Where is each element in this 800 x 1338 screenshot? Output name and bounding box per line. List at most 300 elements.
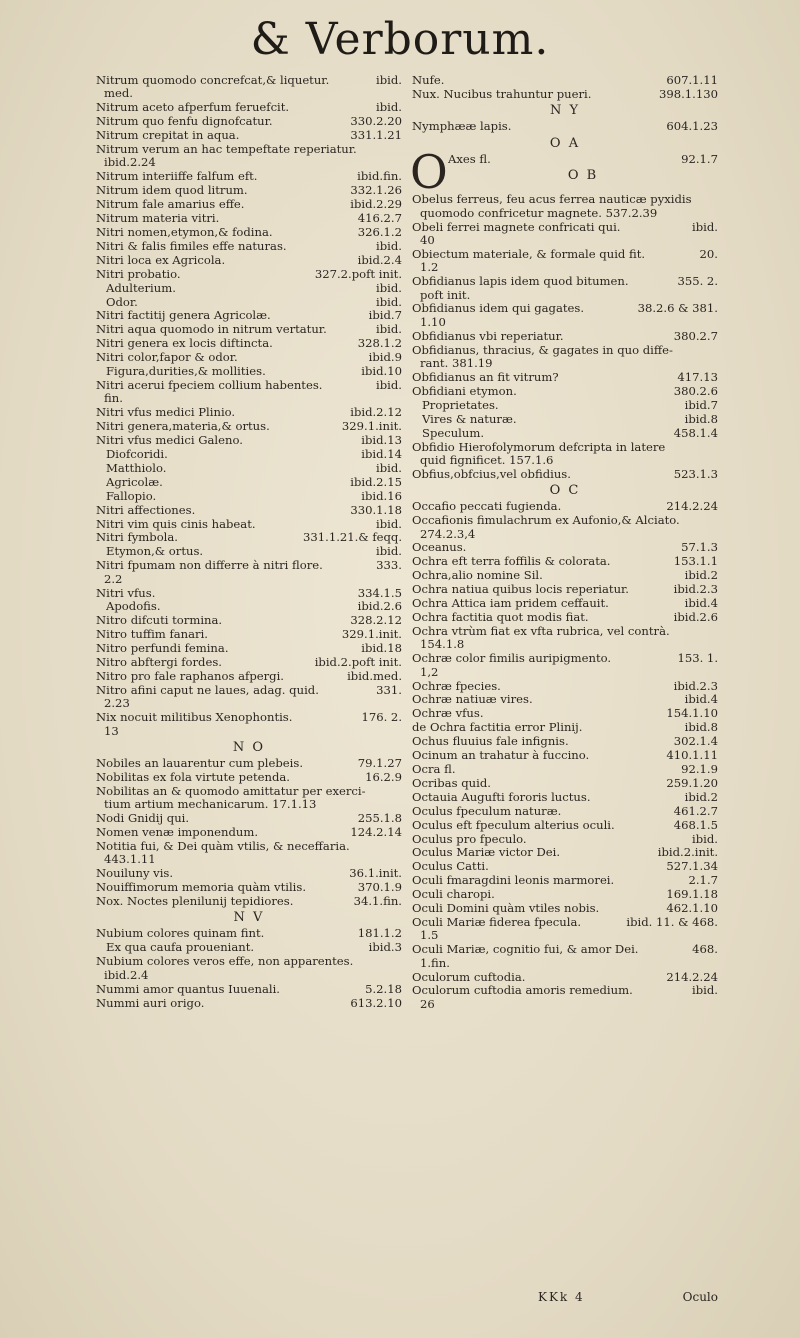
index-entry (96, 365, 402, 378)
entry-line (96, 614, 402, 627)
index-entry (96, 254, 402, 267)
entry-reference: 302.1.4 (673, 734, 718, 749)
entry-line (412, 555, 718, 568)
entry-line (96, 881, 402, 894)
entry-text: Nitrum idem quod litrum. (96, 184, 248, 198)
entry-line (96, 434, 402, 447)
entry-continuation: quid fignificet. 157.1.6 (420, 453, 554, 467)
index-entry (412, 735, 718, 748)
entry-text: Fallopio. (106, 489, 157, 503)
entry-continuation: ibid.2.24 (104, 156, 156, 170)
index-entry (96, 504, 402, 517)
entry-text: Nitro tuffim fanari. (96, 628, 208, 642)
entry-reference: 410.1.11 (666, 748, 718, 763)
entry-line (412, 344, 718, 357)
index-entry (96, 771, 402, 784)
entry-reference: 417.13 (677, 370, 718, 384)
entry-text: Nux. Nucibus trahuntur pueri. (412, 87, 592, 101)
entry-text: Notitia fui, & Dei quàm vtilis, & neceffaria. (96, 839, 350, 853)
index-entry (412, 441, 718, 468)
entry-continuation: 1.fin. (420, 956, 450, 970)
entry-text: Obfidianus lapis idem quod bitumen. (412, 275, 629, 289)
entry-line (412, 88, 718, 101)
entry-line (412, 805, 718, 818)
entry-text: Ochra Attica iam pridem ceffauit. (412, 597, 609, 611)
entry-reference: ibid.2.poft init. (314, 655, 402, 670)
entry-continuation: 26 (420, 997, 435, 1011)
index-entry (96, 867, 402, 880)
index-entry (96, 670, 402, 683)
entry-line (96, 379, 402, 392)
entry-text: Nufe. (412, 74, 445, 87)
entry-reference: ibid.fin. (357, 169, 402, 184)
entry-reference: 370.1.9 (357, 880, 402, 895)
index-entry (412, 88, 718, 101)
index-entry (96, 462, 402, 475)
entry-line (412, 763, 718, 776)
entry-reference: ibid.7 (684, 397, 718, 412)
entry-text: Oculus fpeculum naturæ. (412, 804, 562, 818)
entry-text: Nitri aqua quomodo in nitrum vertatur. (96, 323, 327, 337)
entry-reference: 214.2.24 (666, 499, 718, 514)
index-entry (96, 240, 402, 253)
index-entry (412, 833, 718, 846)
entry-reference: 38.2.6 & 381. (637, 301, 718, 316)
index-entry (412, 860, 718, 873)
section-heading: N Y (549, 103, 581, 119)
catchword: Oculo (682, 1290, 718, 1304)
entry-text: Apodofis. (106, 600, 161, 614)
entry-reference: 380.2.6 (673, 383, 718, 398)
section-heading: O C (549, 483, 581, 499)
entry-reference: ibid.2.3 (673, 582, 718, 597)
entry-reference: ibid.2.3 (673, 678, 718, 693)
entry-reference: ibid.2 (684, 568, 718, 583)
entry-line (96, 268, 402, 281)
entry-line (96, 628, 402, 641)
index-entry (96, 531, 402, 544)
entry-reference: 259.1.20 (666, 775, 718, 790)
entry-reference: 16.2.9 (365, 769, 402, 784)
entry-continuation: 274.2.3,4 (420, 527, 476, 541)
entry-text: Proprietates. (422, 398, 499, 412)
entry-reference: 462.1.10 (666, 901, 718, 916)
entry-reference: 331.1.21.& feqq. (303, 530, 402, 545)
entry-reference: 255.1.8 (357, 811, 402, 826)
entry-reference: ibid. (376, 73, 402, 87)
entry-reference: ibid.9 (368, 350, 402, 365)
index-entry (412, 763, 718, 776)
index-entry (412, 846, 718, 859)
entry-reference: 613.2.10 (350, 995, 402, 1010)
entry-line (412, 735, 718, 748)
index-entry (96, 337, 402, 350)
index-entry (410, 144, 718, 199)
entry-text: Nitri acerui fpeciem collium habentes. (96, 378, 323, 392)
entry-text: Nitri fpumam non differre à nitri flore. (96, 559, 323, 573)
entry-text: Oculorum cuftodia amoris remedium. (412, 984, 633, 998)
entry-line (96, 420, 402, 433)
entry-text: Ochra factitia quot modis fiat. (412, 611, 589, 624)
entry-reference: ibid.18 (361, 641, 402, 656)
index-entry (412, 749, 718, 762)
index-entry (96, 296, 402, 309)
entry-text: Nouiffimorum memoria quàm vtilis. (96, 881, 307, 895)
entry-line (96, 867, 402, 880)
index-column-right (412, 74, 718, 1012)
entry-text: Ochra,alio nomine Sil. (412, 569, 543, 583)
entry-line (96, 670, 402, 683)
entry-continuation: 2.23 (104, 697, 130, 711)
entry-reference: 333. (376, 558, 402, 573)
entry-text: Oculus pro fpeculo. (412, 832, 527, 846)
index-entry (412, 275, 718, 302)
entry-reference: ibid.14 (361, 446, 402, 461)
index-column-left (96, 74, 402, 1010)
index-entry (412, 984, 718, 1011)
entry-text: Ochræ color fimilis auripigmento. (412, 652, 612, 666)
entry-continuation: 154.1.8 (420, 638, 465, 652)
entry-line (96, 406, 402, 419)
index-entry (412, 791, 718, 804)
entry-continuation: 1.10 (420, 315, 446, 329)
entry-text: Occafionis fimulachrum ex Aufonio,& Alciato. (412, 514, 680, 528)
index-entry (412, 902, 718, 915)
entry-line (412, 707, 718, 720)
section-heading: O B (567, 168, 599, 184)
entry-reference: ibid. 11. & 468. (626, 914, 718, 929)
entry-reference: 328.2.12 (350, 613, 402, 628)
index-entry (96, 476, 402, 489)
entry-line (106, 941, 402, 954)
index-entry (96, 170, 402, 183)
index-entry (412, 652, 718, 679)
entry-line (412, 120, 718, 133)
entry-text: Nomen venæ imponendum. (96, 826, 259, 840)
entry-line (96, 997, 402, 1010)
entry-reference: 153.1.1 (673, 554, 718, 569)
index-entry (96, 309, 402, 322)
index-entry (96, 881, 402, 894)
entry-reference: ibid.3 (368, 940, 402, 955)
entry-reference: 153. 1. (677, 651, 718, 666)
index-entry (412, 693, 718, 706)
entry-line (412, 611, 718, 624)
entry-continuation: med. (104, 87, 133, 101)
entry-reference: 468. (692, 942, 718, 957)
entry-text: Nitro afini caput ne laues, adag. quid. (96, 683, 319, 697)
index-entry (96, 434, 402, 447)
index-entry (412, 777, 718, 790)
entry-text: Nobilitas an & quomodo amittatur per exerci- (96, 784, 366, 798)
index-entry (96, 490, 402, 503)
entry-line (412, 583, 718, 596)
entry-reference: ibid. (692, 219, 718, 234)
entry-line (412, 860, 718, 873)
index-entry (412, 427, 718, 440)
entry-continuation: ibid.2.4 (104, 968, 149, 982)
entry-text: Obelus ferreus, feu acus ferrea nauticæ pyxidis (412, 193, 692, 207)
index-entry (96, 983, 402, 996)
entry-text: Axes fl. (448, 152, 491, 166)
index-entry (412, 413, 718, 426)
entry-line (106, 365, 402, 378)
entry-line (412, 902, 718, 915)
index-entry (96, 840, 402, 867)
index-entry (96, 198, 402, 211)
entry-continuation: rant. 381.19 (420, 357, 493, 371)
entry-reference: 214.2.24 (666, 969, 718, 984)
entry-text: Nitri fymbola. (96, 531, 178, 545)
entry-line (448, 153, 718, 166)
entry-line (96, 101, 402, 114)
index-entry (412, 344, 718, 371)
entry-reference: 181.1.2 (357, 926, 402, 941)
entry-text: Ochra vtrùm fiat ex vfta rubrica, vel contrà. (412, 624, 670, 638)
entry-reference: 36.1.init. (349, 866, 402, 881)
index-entry (412, 874, 718, 887)
entry-reference: ibid.7 (368, 308, 402, 323)
entry-line (96, 309, 402, 322)
entry-line (412, 441, 718, 454)
index-entry (412, 819, 718, 832)
entry-line (96, 337, 402, 350)
entry-reference: 326.1.2 (357, 224, 402, 239)
entry-reference: 92.1.7 (681, 151, 718, 166)
entry-reference: 334.1.5 (357, 585, 402, 600)
entry-line (96, 226, 402, 239)
entry-line (412, 248, 718, 261)
index-entry (96, 212, 402, 225)
index-entry (96, 420, 402, 433)
index-entry (96, 559, 402, 586)
entry-continuation: poft init. (420, 288, 471, 302)
entry-line (96, 955, 402, 968)
entry-reference: 34.1.fin. (353, 894, 402, 909)
entry-text: Adulterium. (106, 281, 176, 295)
entry-text: Oceanus. (412, 541, 467, 555)
entry-text: Obfidianus, thracius, & gagates in quo diffe- (412, 343, 673, 357)
entry-continuation: 2.2 (104, 572, 123, 586)
entry-text: Oculus eft fpeculum alterius oculi. (412, 818, 615, 832)
entry-line (96, 785, 402, 798)
index-entry (412, 330, 718, 343)
entry-text: Nummi amor quantus Iuuenali. (96, 982, 280, 996)
entry-text: Oculi charopi. (412, 888, 495, 902)
entry-text: Oculi Domini quàm vtiles nobis. (412, 902, 600, 916)
index-entry (412, 569, 718, 582)
entry-text: Nitrum fale amarius effe. (96, 198, 245, 212)
entry-text: Matthiolo. (106, 461, 167, 475)
index-entry (412, 943, 718, 970)
entry-reference: 607.1.11 (666, 73, 718, 87)
entry-text: Obfidiani etymon. (412, 384, 517, 398)
entry-line (106, 545, 402, 558)
entry-line (96, 656, 402, 669)
entry-reference: 329.1.init. (341, 627, 402, 642)
index-entry (96, 74, 402, 101)
index-entry (412, 805, 718, 818)
entry-reference: 154.1.10 (666, 706, 718, 721)
index-entry (96, 895, 402, 908)
entry-text: Octauia Augufti fororis luctus. (412, 790, 591, 804)
entry-text: Nitri & falis fimiles effe naturas. (96, 239, 287, 253)
index-entry (96, 656, 402, 669)
entry-line (106, 448, 402, 461)
index-entry (96, 518, 402, 531)
entry-reference: 176. 2. (361, 710, 402, 725)
entry-reference: ibid.med. (347, 668, 402, 683)
entry-line (96, 531, 402, 544)
index-entry (412, 680, 718, 693)
entry-text: Ochræ vfus. (412, 707, 484, 721)
entry-text: Nox. Noctes plenilunij tepidiores. (96, 895, 294, 909)
entry-line (412, 984, 718, 997)
index-entry (412, 625, 718, 652)
entry-reference: ibid.10 (361, 364, 402, 379)
entry-line (412, 971, 718, 984)
entry-text: Nubium colores quinam fint. (96, 927, 265, 941)
entry-line (96, 757, 402, 770)
entry-line (412, 819, 718, 832)
entry-reference: ibid.2.6 (357, 599, 402, 614)
entry-line (412, 680, 718, 693)
entry-line (412, 777, 718, 790)
entry-line (412, 541, 718, 554)
entry-reference: 20. (699, 246, 718, 261)
entry-reference: ibid. (376, 280, 402, 295)
entry-reference: 416.2.7 (357, 211, 402, 226)
entry-line (106, 296, 402, 309)
entry-reference: ibid. (692, 983, 718, 998)
index-entry (96, 785, 402, 812)
entry-text: Nitri genera,materia,& ortus. (96, 420, 270, 434)
entry-reference: 523.1.3 (673, 466, 718, 481)
entry-line (422, 399, 718, 412)
index-entry (96, 997, 402, 1010)
entry-line (106, 282, 402, 295)
entry-reference: ibid. (376, 100, 402, 115)
entry-text: Ocinum an trahatur à fuccino. (412, 749, 590, 763)
entry-continuation: quomodo confricetur magnete. 537.2.39 (420, 206, 658, 220)
entry-text: Obfius,obfcius,vel obfidius. (412, 467, 571, 481)
entry-reference: ibid. (376, 544, 402, 559)
index-entry (96, 600, 402, 613)
entry-reference: 380.2.7 (673, 328, 718, 343)
index-entry (96, 812, 402, 825)
entry-line (96, 184, 402, 197)
index-entry (96, 129, 402, 142)
index-entry (96, 826, 402, 839)
signature-mark: KKk 4 (538, 1290, 585, 1304)
entry-text: Occafio peccati fugienda. (412, 500, 562, 514)
entry-reference: 468.1.5 (673, 817, 718, 832)
entry-text: Obeli ferrei magnete confricati qui. (412, 220, 621, 234)
entry-reference: ibid.13 (361, 433, 402, 448)
index-entry (412, 916, 718, 943)
index-entry (96, 955, 402, 982)
entry-reference: ibid.8 (684, 411, 718, 426)
entry-text: Obfidianus idem qui gagates. (412, 302, 585, 316)
index-entry (96, 684, 402, 711)
entry-reference: 527.1.34 (666, 859, 718, 874)
entry-continuation: 1.5 (420, 929, 439, 943)
index-entry (412, 193, 718, 220)
index-entry (96, 757, 402, 770)
entry-text: Ochræ fpecies. (412, 679, 501, 693)
index-entry (96, 143, 402, 170)
entry-text: Nobilitas ex fola virtute petenda. (96, 770, 290, 784)
entry-line (96, 74, 402, 87)
entry-reference: 57.1.3 (681, 540, 718, 555)
entry-line (96, 240, 402, 253)
entry-text: Ochra eft terra foffilis & colorata. (412, 555, 611, 569)
entry-text: Oculorum cuftodia. (412, 970, 526, 984)
index-entry (96, 587, 402, 600)
entry-reference: ibid. (376, 516, 402, 531)
entry-line (412, 721, 718, 734)
index-entry (96, 448, 402, 461)
entry-line (106, 490, 402, 503)
page-footer (412, 1290, 718, 1304)
entry-line (412, 221, 718, 234)
entry-reference: ibid.2.4 (357, 252, 402, 267)
index-entry (412, 302, 718, 329)
entry-text: Nitri factitij genera Agricolæ. (96, 309, 271, 323)
entry-line (96, 684, 402, 697)
entry-text: Nix nocuit militibus Xenophontis. (96, 711, 293, 725)
entry-text: Diofcoridi. (106, 447, 168, 461)
entry-text: Ex qua caufa proueniant. (106, 941, 255, 955)
index-entry (96, 101, 402, 114)
entry-text: Ochræ natiuæ vires. (412, 693, 533, 707)
entry-reference: ibid.4 (684, 596, 718, 611)
entry-text: Oculi fmaragdini leonis marmorei. (412, 874, 615, 888)
entry-reference: 5.2.18 (365, 981, 402, 996)
entry-line (412, 625, 718, 638)
entry-line (96, 323, 402, 336)
index-entry (412, 385, 718, 398)
entry-text: Nitri vim quis cinis habeat. (96, 517, 256, 531)
entry-continuation: 443.1.11 (104, 853, 156, 867)
index-entry (96, 941, 402, 954)
entry-line (96, 143, 402, 156)
entry-line (96, 212, 402, 225)
index-entry (412, 371, 718, 384)
entry-reference: ibid. (376, 377, 402, 392)
entry-line (412, 302, 718, 315)
index-entry (412, 541, 718, 554)
entry-reference: 328.1.2 (357, 336, 402, 351)
index-entry (96, 282, 402, 295)
entry-line (96, 840, 402, 853)
entry-reference: ibid.2 (684, 789, 718, 804)
entry-line (412, 74, 718, 87)
entry-line (96, 504, 402, 517)
entry-line (96, 771, 402, 784)
entry-reference: ibid. (692, 831, 718, 846)
entry-text: Etymon,& ortus. (106, 545, 204, 559)
entry-line (96, 895, 402, 908)
entry-reference: ibid. (376, 460, 402, 475)
entry-line (96, 587, 402, 600)
entry-reference: ibid.2.6 (673, 610, 718, 624)
entry-text: Agricolæ. (106, 475, 163, 489)
index-entry (96, 642, 402, 655)
entry-line (412, 846, 718, 859)
entry-text: Nitrum aceto afperfum feruefcit. (96, 101, 290, 115)
entry-reference: 398.1.130 (658, 86, 718, 101)
